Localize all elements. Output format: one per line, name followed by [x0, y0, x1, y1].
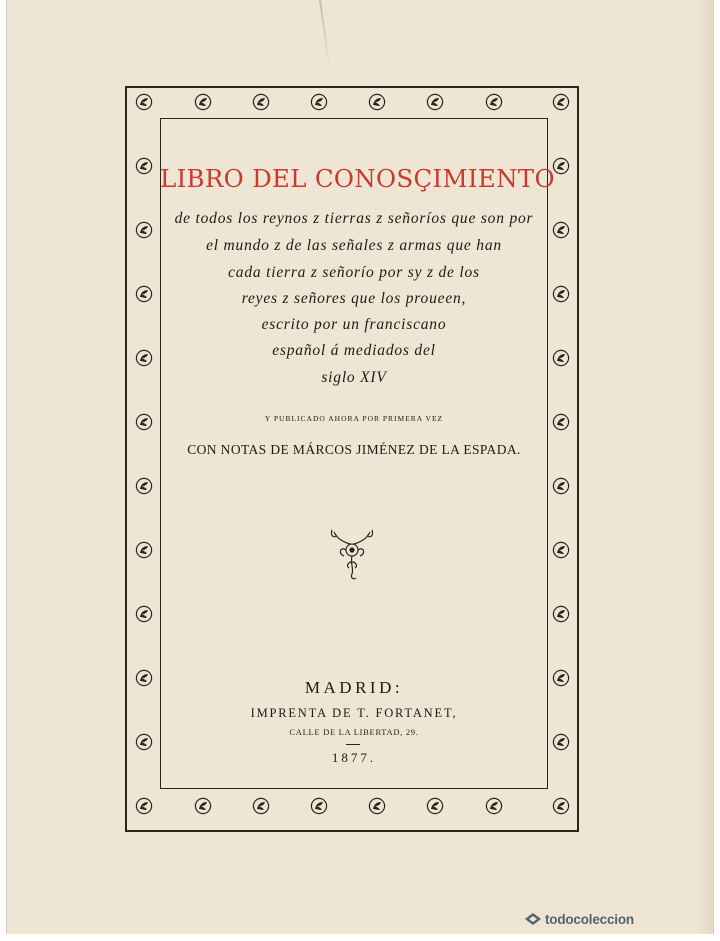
subtitle-line: cada tierra z señorío por sy z de los	[228, 264, 480, 281]
fleuron-icon	[552, 797, 570, 815]
imprint-city: MADRID:	[304, 678, 404, 697]
fleuron-icon	[485, 797, 503, 815]
book-title: LIBRO DEL CONOSÇIMIENTO	[160, 164, 555, 193]
fleuron-icon	[194, 93, 212, 111]
fleuron-icon	[552, 285, 570, 303]
fleuron-icon	[552, 93, 570, 111]
floral-vignette-icon	[330, 526, 374, 584]
notes-credit: CON NOTAS DE MÁRCOS JIMÉNEZ DE LA ESPADA.	[187, 442, 521, 457]
fleuron-icon	[426, 93, 444, 111]
subtitle-line: de todos los reynos z tierras z señoríos que son por	[174, 210, 534, 227]
fleuron-icon	[135, 413, 153, 431]
site-watermark	[524, 912, 634, 927]
subtitle-line: español á mediados del	[272, 342, 436, 359]
fleuron-icon	[252, 797, 270, 815]
subtitle-line: el mundo z de las señales z armas que han	[206, 237, 502, 254]
fleuron-icon	[485, 93, 503, 111]
fleuron-icon	[368, 797, 386, 815]
fleuron-icon	[552, 669, 570, 687]
published-line: Y PUBLICADO AHORA POR PRIMERA VEZ	[264, 414, 444, 423]
fleuron-icon	[135, 477, 153, 495]
fleuron-icon	[135, 605, 153, 623]
divider-rule	[346, 744, 360, 745]
book-cover	[6, 0, 714, 934]
imprint-printer: IMPRENTA DE T. FORTANET,	[250, 706, 458, 720]
fleuron-icon	[252, 93, 270, 111]
fleuron-icon	[135, 541, 153, 559]
fleuron-icon	[552, 349, 570, 367]
watermark-text: todocoleccion	[545, 912, 634, 927]
fleuron-icon	[552, 605, 570, 623]
fleuron-icon	[426, 797, 444, 815]
fleuron-icon	[135, 349, 153, 367]
subtitle-line: escrito por un franciscano	[261, 316, 447, 333]
edge-wear	[697, 0, 713, 934]
fleuron-icon	[552, 733, 570, 751]
imprint-address: CALLE DE LA LIBERTAD, 29.	[289, 727, 419, 737]
paper-crease	[319, 0, 331, 69]
imprint-year: 1877.	[331, 750, 377, 765]
fleuron-icon	[135, 93, 153, 111]
fleuron-icon	[135, 157, 153, 175]
watermark-logo-icon	[524, 912, 542, 926]
subtitle-line: reyes z señores que los proueen,	[241, 290, 467, 307]
fleuron-icon	[310, 93, 328, 111]
fleuron-icon	[135, 221, 153, 239]
subtitle-line: siglo XIV	[321, 369, 387, 386]
fleuron-icon	[368, 93, 386, 111]
fleuron-icon	[552, 477, 570, 495]
fleuron-icon	[552, 413, 570, 431]
fleuron-icon	[135, 285, 153, 303]
fleuron-icon	[552, 221, 570, 239]
fleuron-icon	[135, 733, 153, 751]
fleuron-icon	[552, 541, 570, 559]
fleuron-icon	[194, 797, 212, 815]
fleuron-icon	[135, 797, 153, 815]
fleuron-icon	[310, 797, 328, 815]
fleuron-icon	[135, 669, 153, 687]
